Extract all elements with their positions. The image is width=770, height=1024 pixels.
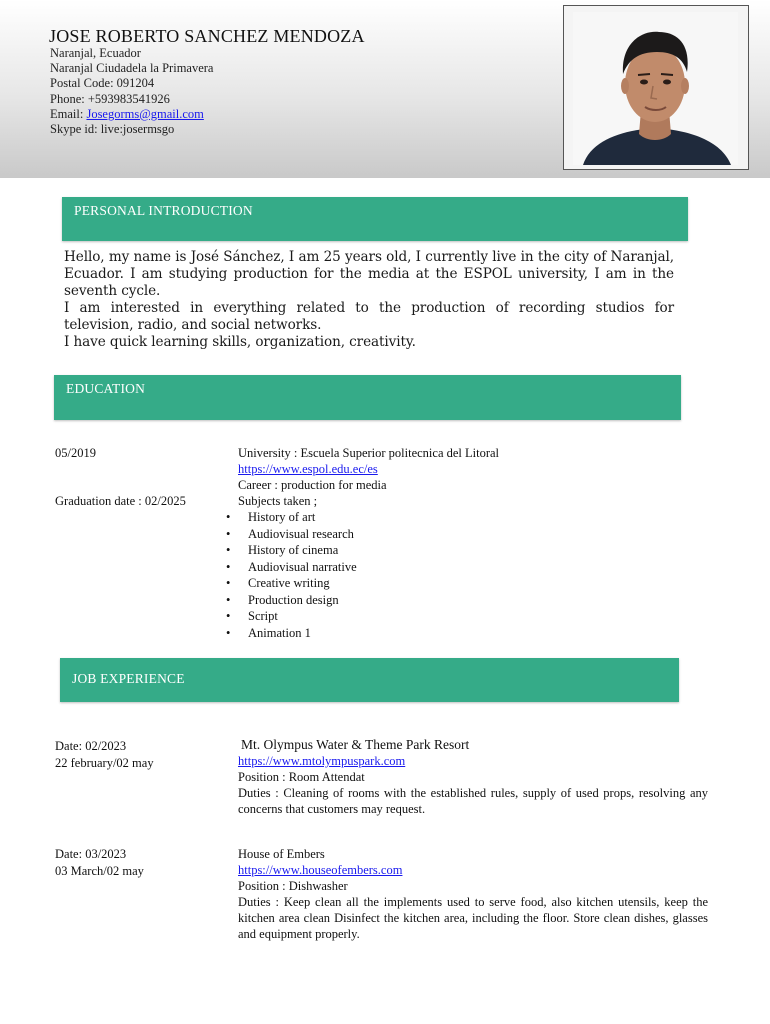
intro-paragraph-1: Hello, my name is José Sánchez, I am 25 years old, I currently live in the city of Naranjal, Ecuador. I am studying production for the media at the ESPOL university, I am in the seventh cycle. [64, 249, 674, 299]
job-range: 22 february/02 may [55, 756, 154, 770]
list-item: • Audiovisual narrative [238, 559, 708, 576]
education-dates [55, 445, 186, 509]
section-header-personal-introduction [62, 197, 688, 241]
list-item: • Creative writing [238, 575, 708, 592]
section-header-job-experience [60, 658, 679, 702]
list-item: • Animation 1 [238, 625, 708, 642]
career: Career : production for media [238, 478, 387, 492]
address-line: Naranjal Ciudadela la Primavera [50, 61, 214, 76]
section-title: JOB EXPERIENCE [72, 671, 185, 686]
job-duties: Duties : Cleaning of rooms with the established rules, supply of used props, resolving any concerns that customers may request. [238, 786, 708, 816]
personal-introduction-text [64, 249, 674, 351]
job-1-details [238, 737, 708, 817]
university-name: University : Escuela Superior politecnica del Litoral [238, 446, 500, 460]
email-label: Email: [50, 106, 87, 121]
company-link[interactable]: https://www.houseofembers.com [238, 863, 403, 877]
phone-line: Phone: +593983541926 [50, 91, 170, 106]
job-1-dates [55, 738, 154, 771]
section-title: EDUCATION [66, 381, 146, 396]
company-name: House of Embers [238, 847, 325, 861]
job-range: 03 March/02 may [55, 864, 144, 878]
header-banner [0, 0, 770, 178]
intro-paragraph-2: I am interested in everything related to the production of recording studios for television, radio, and social networks. [64, 300, 674, 333]
section-title: PERSONAL INTRODUCTION [74, 203, 253, 218]
skype-line: Skype id: live:josermsgo [50, 122, 175, 137]
subjects-label: Subjects taken ; [238, 494, 318, 508]
university-link[interactable]: https://www.espol.edu.ec/es [238, 462, 378, 476]
company-link[interactable]: https://www.mtolympuspark.com [238, 754, 406, 768]
job-duties: Duties : Keep clean all the implements used to serve food, also kitchen utensils, keep the kitchen area clean Disinfect the kitchen area, including the floor. Store clean dishes, glasses and equipment properly. [238, 895, 708, 941]
list-item: • History of cinema [238, 542, 708, 559]
email-link[interactable]: Josegorms@gmail.com [86, 106, 204, 121]
profile-photo [573, 12, 738, 165]
job-date: Date: 03/2023 [55, 847, 127, 861]
subjects-list [238, 509, 708, 641]
list-item: • History of art [238, 509, 708, 526]
list-item: • Production design [238, 592, 708, 609]
job-position: Position : Room Attendat [238, 770, 365, 784]
intro-paragraph-3: I have quick learning skills, organization, creativity. [64, 334, 416, 350]
education-start-date: 05/2019 [55, 446, 96, 460]
graduation-date: Graduation date : 02/2025 [55, 494, 186, 508]
job-date: Date: 02/2023 [55, 739, 127, 753]
company-name: Mt. Olympus Water & Theme Park Resort [241, 737, 470, 752]
list-item: • Audiovisual research [238, 526, 708, 543]
city-line: Naranjal, Ecuador [50, 46, 141, 60]
profile-photo-frame [563, 5, 749, 170]
postal-line: Postal Code: 091204 [50, 76, 155, 91]
candidate-name: JOSE ROBERTO SANCHEZ MENDOZA [49, 26, 365, 46]
job-position: Position : Dishwasher [238, 879, 348, 893]
education-details [238, 445, 708, 641]
job-2-dates [55, 846, 144, 879]
job-2-details [238, 846, 708, 942]
list-item: • Script [238, 608, 708, 625]
contact-info [50, 46, 213, 137]
email-line [50, 107, 213, 122]
section-header-education [54, 375, 681, 420]
portrait-illustration [573, 12, 738, 165]
